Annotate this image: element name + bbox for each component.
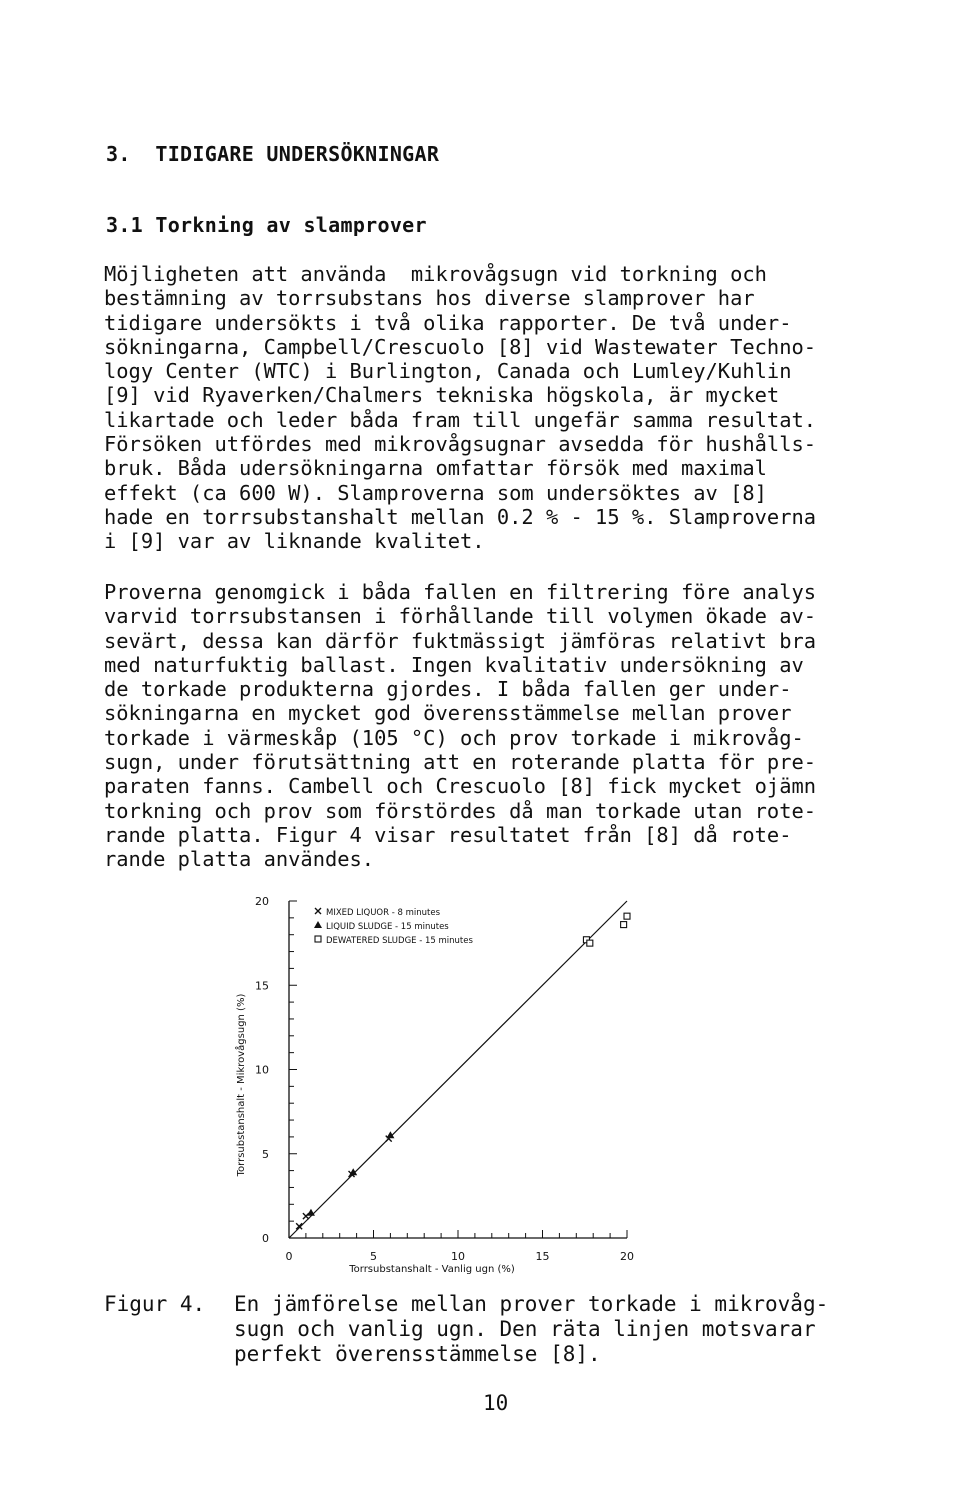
- x-tick-label: 20: [620, 1250, 634, 1263]
- caption-line: sugn och vanlig ugn. Den räta linjen motsvarar: [234, 1317, 816, 1341]
- figure-caption-text: [234, 1292, 828, 1367]
- paragraph-line: sökningarna en mycket god överensstämmelse mellan prover: [104, 701, 792, 726]
- y-axis-label: Torrsubstanshalt - Mikrovågsugn (%): [236, 993, 247, 1177]
- paragraph-line: bruk. Båda udersökningarna omfattar försök med maximal: [104, 456, 767, 481]
- x-tick-label: 5: [370, 1250, 377, 1263]
- legend-marker: [315, 936, 321, 942]
- x-tick-label: 10: [451, 1250, 465, 1263]
- paragraph-line: de torkade produkterna gjordes. I båda fallen ger under-: [104, 677, 792, 702]
- page-number: 10: [483, 1391, 509, 1415]
- legend-marker: [314, 921, 322, 928]
- legend-entry: LIQUID SLUDGE - 15 minutes: [326, 922, 449, 932]
- section-heading: 3. TIDIGARE UNDERSÖKNINGAR: [106, 142, 440, 166]
- paragraph-line: med naturfuktig ballast. Ingen kvalitativ undersökning av: [104, 652, 804, 677]
- reference-line: [289, 901, 627, 1238]
- x-tick-label: 0: [285, 1250, 293, 1263]
- figure-caption-label: Figur 4.: [104, 1292, 206, 1316]
- paragraph-line: logy Center (WTC) i Burlington, Canada och Lumley/Kuhlin: [104, 359, 792, 384]
- paragraph-line: varvid torrsubstansen i förhållande till volymen ökade av-: [104, 604, 817, 629]
- y-tick-label: 10: [255, 1063, 269, 1077]
- data-point-square: [621, 922, 627, 928]
- y-tick-label: 20: [255, 895, 269, 908]
- paragraph-line: sökningarna, Campbell/Crescuolo [8] vid Wastewater Techno-: [104, 334, 817, 359]
- perfect-agreement-line: [289, 901, 627, 1238]
- paragraph-line: [9] vid Ryaverken/Chalmers tekniska högskola, är mycket: [104, 383, 780, 408]
- subsection-heading: 3.1 Torkning av slamprover: [106, 213, 427, 237]
- paragraph-line: Proverna genomgick i båda fallen en filtrering före analys: [104, 580, 817, 604]
- legend-marker: [315, 908, 321, 914]
- y-tick-label: 15: [255, 979, 269, 993]
- caption-line: perfekt överensstämmelse [8].: [234, 1342, 601, 1366]
- paragraph-line: Möjligheten att använda mikrovågsugn vid torkning och: [104, 262, 767, 286]
- paragraph-line: i [9] var av liknande kvalitet.: [104, 529, 485, 554]
- x-tick-label: 15: [535, 1250, 550, 1263]
- caption-line: En jämförelse mellan prover torkade i mikrovåg-: [234, 1292, 829, 1316]
- paragraph-line: sevärt, dessa kan därför fuktmässigt jämföras relativt bra: [104, 628, 817, 653]
- paragraph-line: torkade i värmeskåp (105 °C) och prov torkade i mikrovåg-: [104, 725, 804, 750]
- paragraph-line: torkning och prov som förstördes då man torkade utan rote-: [104, 798, 817, 823]
- paragraph-line: paraten fanns. Cambell och Crescuolo [8] fick mycket ojämn: [104, 774, 817, 799]
- paragraph-line: sugn, under förutsättning att en roterande platta för pre-: [104, 750, 817, 775]
- x-axis-label: Torrsubstanshalt - Vanlig ugn (%): [349, 1264, 515, 1275]
- data-point-square: [587, 940, 593, 946]
- paragraph-line: hade en torrsubstanshalt mellan 0.2 % - 15 %. Slamproverna: [104, 504, 817, 529]
- paragraph-line: bestämning av torrsubstans hos diverse slamprover har: [104, 286, 755, 311]
- paragraph-line: rande platta. Figur 4 visar resultatet från [8] då rote-: [104, 822, 792, 847]
- paragraph-line: Försöken utfördes med mikrovågsugnar avsedda för hushålls-: [104, 432, 817, 457]
- y-tick-label: 0: [262, 1232, 269, 1245]
- paragraph-line: likartade och leder båda fram till ungefär samma resultat.: [104, 407, 817, 432]
- legend-entry: MIXED LIQUOR - 8 minutes: [326, 908, 441, 918]
- paragraph-line: rande platta användes.: [104, 847, 375, 872]
- y-tick-label: 5: [262, 1147, 269, 1161]
- data-point-square: [624, 913, 630, 919]
- data-point-triangle: [307, 1209, 315, 1216]
- paragraph-line: effekt (ca 600 W). Slamproverna som undersöktes av [8]: [104, 480, 767, 505]
- chart-legend: [314, 908, 473, 946]
- data-points: [296, 913, 630, 1229]
- paragraph-line: tidigare undersökts i två olika rapporter. De två under-: [104, 310, 792, 335]
- legend-entry: DEWATERED SLUDGE - 15 minutes: [326, 936, 473, 946]
